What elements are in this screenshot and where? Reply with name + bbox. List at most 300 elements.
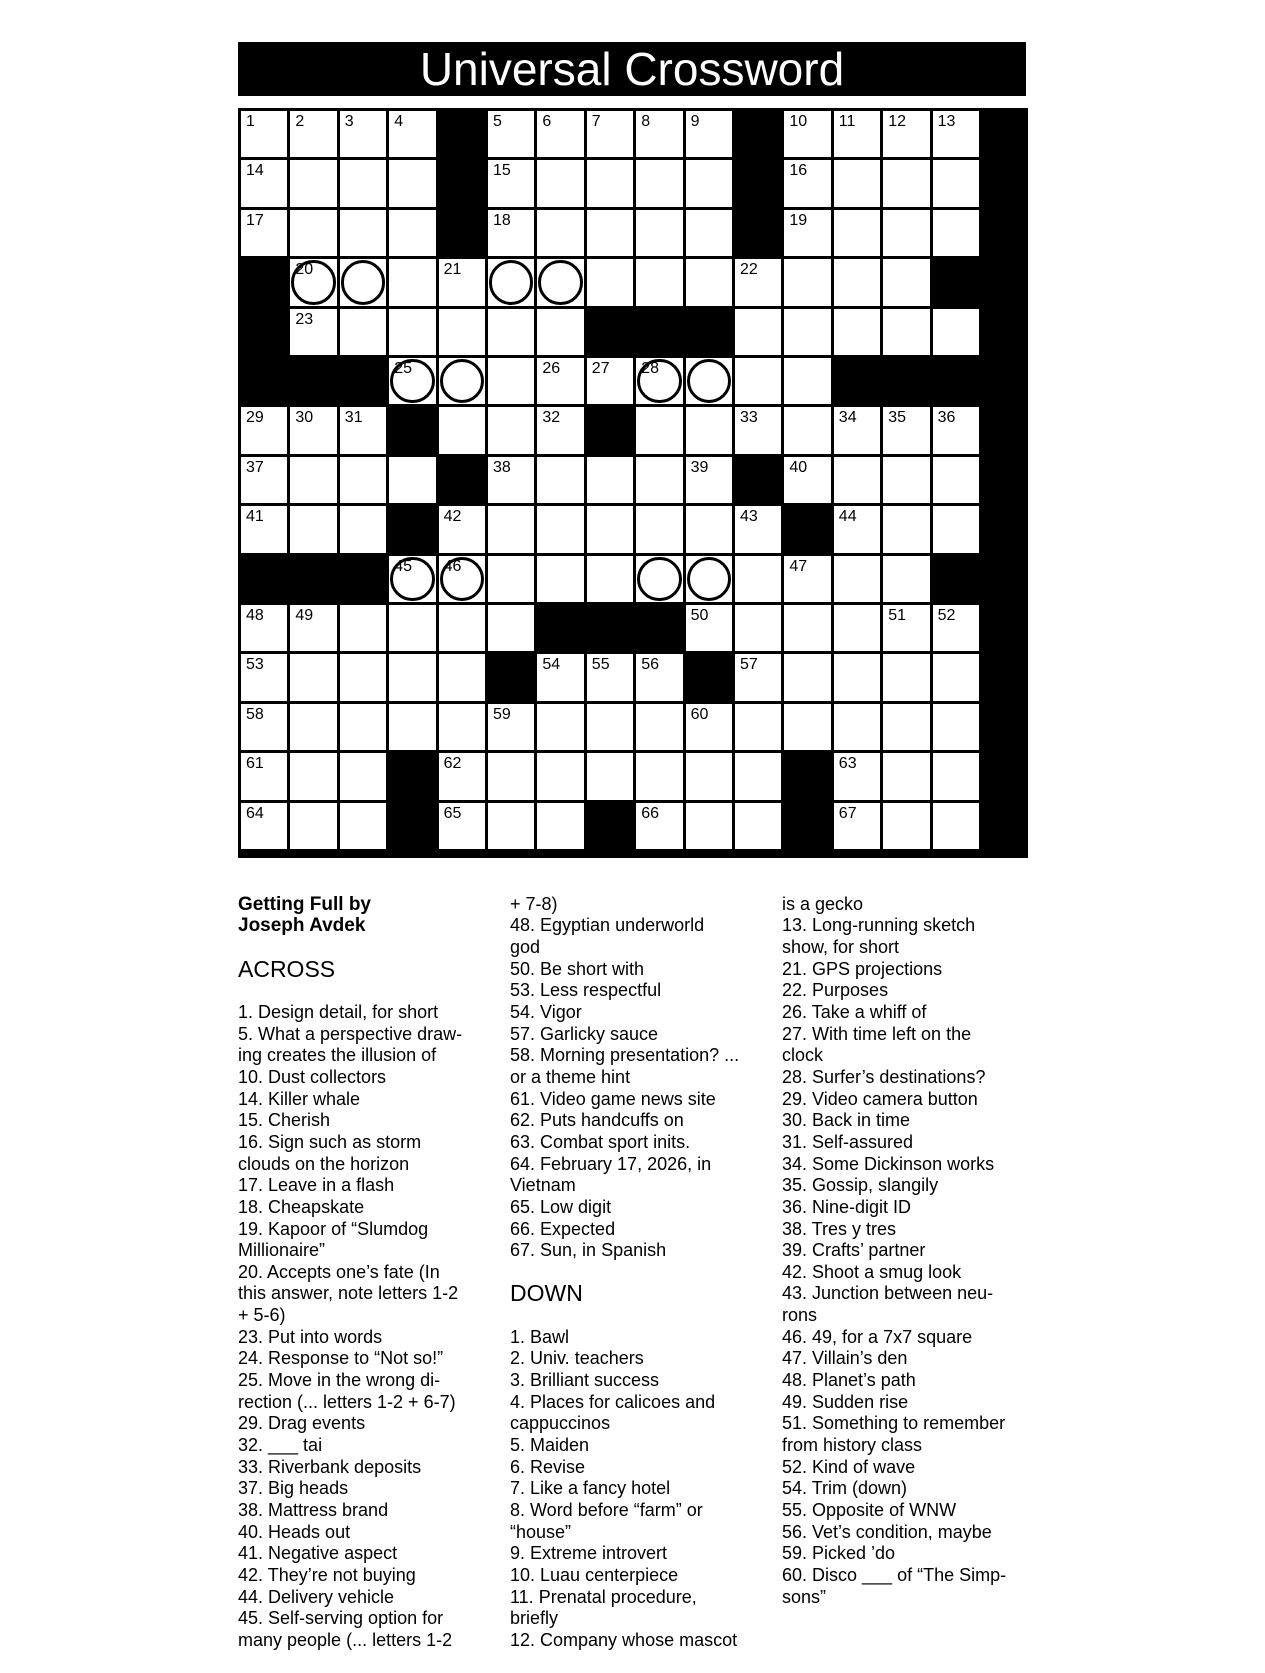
grid-cell[interactable]: [537, 704, 583, 750]
grid-cell[interactable]: [340, 210, 386, 256]
grid-cell[interactable]: [883, 753, 929, 799]
grid-cell[interactable]: [488, 704, 534, 750]
grid-cell[interactable]: [389, 358, 435, 404]
grid-cell[interactable]: [834, 605, 880, 651]
down-clue: 34. Some Dickinson works: [782, 1153, 995, 1174]
grid-block: [587, 309, 636, 358]
grid-cell[interactable]: [241, 111, 287, 157]
grid-cell[interactable]: [883, 160, 929, 206]
down-clue: 21. GPS projections: [782, 958, 943, 979]
grid-cell[interactable]: [587, 506, 633, 552]
grid-cell[interactable]: [883, 556, 929, 602]
grid-cell[interactable]: [587, 457, 633, 503]
grid-cell[interactable]: [784, 654, 830, 700]
across-clue: 18. Cheapskate: [238, 1196, 365, 1217]
grid-cell[interactable]: [340, 803, 386, 849]
clue-number: 50: [690, 607, 709, 624]
across-clue: 42. They’re not buying: [238, 1565, 416, 1585]
grid-cell[interactable]: [883, 259, 929, 305]
grid-cell[interactable]: [587, 210, 633, 256]
down-clue: 51. Something to remember from history class: [782, 1413, 1006, 1456]
clue-number: 57: [740, 656, 758, 674]
clue-number: 30: [295, 409, 314, 427]
grid-cell[interactable]: [340, 407, 386, 453]
grid-block: [340, 556, 389, 605]
grid-cell[interactable]: [834, 753, 880, 799]
across-clue: + 7-8): [510, 893, 558, 914]
across-clue: 64. February 17, 2026, in Vietnam: [510, 1153, 712, 1196]
clue-number: 47: [789, 557, 808, 575]
grid-cell[interactable]: [834, 704, 880, 750]
clue-number: 40: [789, 458, 808, 476]
clue-number: 61: [246, 755, 264, 773]
grid-cell[interactable]: [488, 407, 534, 453]
grid-cell[interactable]: [587, 358, 633, 404]
across-clue: 53. Less respectful: [510, 980, 662, 1001]
grid-cell[interactable]: [241, 506, 287, 552]
grid-cell[interactable]: [686, 457, 732, 503]
grid-cell[interactable]: [883, 704, 929, 750]
grid-cell[interactable]: [686, 753, 732, 799]
grid-cell[interactable]: [834, 556, 880, 602]
grid-block: [389, 407, 438, 456]
clue-number: 29: [246, 409, 264, 427]
grid-cell[interactable]: [537, 457, 583, 503]
grid-cell[interactable]: [587, 654, 633, 700]
across-clue: 61. Video game news site: [510, 1088, 716, 1109]
across-clue: 23. Put into words: [238, 1326, 383, 1347]
grid-cell[interactable]: [389, 259, 435, 305]
grid-cell[interactable]: [488, 457, 534, 503]
across-clue: 16. Sign such as storm clouds on the horizon: [238, 1131, 422, 1174]
grid-cell[interactable]: [488, 160, 534, 206]
grid-cell[interactable]: [241, 803, 287, 849]
across-clue: 65. Low digit: [510, 1196, 612, 1217]
grid-cell[interactable]: [290, 160, 336, 206]
down-clue: 43. Junction between neu- rons: [782, 1283, 994, 1326]
grid-cell[interactable]: [439, 556, 485, 602]
grid-cell[interactable]: [587, 259, 633, 305]
grid-block: [587, 803, 636, 852]
down-clue: 1. Bawl: [510, 1326, 570, 1347]
grid-cell[interactable]: [933, 654, 979, 700]
grid-cell[interactable]: [439, 704, 485, 750]
grid-cell[interactable]: [883, 309, 929, 355]
across-clue: 40. Heads out: [238, 1521, 351, 1542]
across-clue-list: [238, 1002, 488, 1652]
grid-cell[interactable]: [735, 358, 781, 404]
across-clue: 57. Garlicky sauce: [510, 1023, 659, 1044]
grid-cell[interactable]: [439, 358, 485, 404]
clue-number: 65: [443, 804, 462, 822]
grid-cell[interactable]: [933, 457, 979, 503]
down-clue: 54. Trim (down): [782, 1478, 908, 1499]
grid-cell[interactable]: [439, 753, 485, 799]
grid-cell[interactable]: [636, 556, 682, 602]
grid-cell[interactable]: [290, 803, 336, 849]
grid-cell[interactable]: [686, 407, 732, 453]
grid-cell[interactable]: [241, 407, 287, 453]
across-clue-list-continued: [510, 894, 770, 1262]
grid-cell[interactable]: [241, 457, 287, 503]
grid-cell[interactable]: [784, 457, 830, 503]
grid-cell[interactable]: [241, 210, 287, 256]
across-clue: 67. Sun, in Spanish: [510, 1240, 667, 1261]
grid-cell[interactable]: [686, 358, 732, 404]
grid-block: [439, 111, 488, 160]
grid-cell[interactable]: [784, 210, 830, 256]
grid-cell[interactable]: [389, 704, 435, 750]
grid-cell[interactable]: [686, 605, 732, 651]
grid-cell[interactable]: [784, 407, 830, 453]
grid-cell[interactable]: [686, 259, 732, 305]
grid-cell[interactable]: [735, 506, 781, 552]
grid-block: [933, 556, 982, 605]
grid-cell[interactable]: [735, 407, 781, 453]
grid-cell[interactable]: [636, 160, 682, 206]
clue-number: 31: [344, 409, 363, 427]
grid-cell[interactable]: [686, 506, 732, 552]
grid-cell[interactable]: [636, 654, 682, 700]
grid-block: [883, 358, 932, 407]
grid-cell[interactable]: [488, 358, 534, 404]
grid-cell[interactable]: [340, 605, 386, 651]
grid-cell[interactable]: [735, 259, 781, 305]
grid-cell[interactable]: [883, 407, 929, 453]
across-clue: 10. Dust collectors: [238, 1066, 387, 1087]
grid-cell[interactable]: [389, 111, 435, 157]
grid-cell[interactable]: [834, 210, 880, 256]
grid-cell[interactable]: [537, 160, 583, 206]
grid-cell[interactable]: [933, 506, 979, 552]
grid-cell[interactable]: [241, 160, 287, 206]
grid-cell[interactable]: [439, 803, 485, 849]
grid-cell[interactable]: [686, 210, 732, 256]
grid-cell[interactable]: [290, 259, 336, 305]
grid-cell[interactable]: [834, 259, 880, 305]
grid-block: [636, 605, 685, 654]
grid-cell[interactable]: [241, 654, 287, 700]
grid-cell[interactable]: [389, 556, 435, 602]
clue-number: 2: [295, 113, 305, 130]
grid-cell[interactable]: [290, 704, 336, 750]
down-clue: 42. Shoot a smug look: [782, 1261, 962, 1282]
grid-cell[interactable]: [340, 654, 386, 700]
grid-cell[interactable]: [933, 160, 979, 206]
across-clue: 24. Response to “Not so!”: [238, 1348, 444, 1369]
clue-number: 6: [542, 113, 552, 130]
grid-cell[interactable]: [735, 605, 781, 651]
grid-cell[interactable]: [784, 358, 830, 404]
clue-number: 4: [394, 113, 404, 130]
grid-cell[interactable]: [784, 160, 830, 206]
grid-cell[interactable]: [735, 556, 781, 602]
grid-cell[interactable]: [587, 160, 633, 206]
down-clue: 31. Self-assured: [782, 1131, 914, 1152]
grid-block: [933, 358, 982, 407]
grid-cell[interactable]: [439, 259, 485, 305]
grid-cell[interactable]: [636, 753, 682, 799]
grid-cell[interactable]: [537, 358, 583, 404]
across-clue: 63. Combat sport inits.: [510, 1131, 691, 1152]
grid-cell[interactable]: [290, 506, 336, 552]
across-clue: 29. Drag events: [238, 1413, 366, 1434]
grid-cell[interactable]: [636, 210, 682, 256]
grid-block: [784, 803, 833, 852]
grid-cell[interactable]: [537, 210, 583, 256]
grid-block: [389, 753, 438, 802]
grid-cell[interactable]: [883, 654, 929, 700]
grid-cell[interactable]: [537, 506, 583, 552]
across-clue: 5. What a perspective draw- ing creates the illusion of: [238, 1023, 463, 1066]
down-clue: 6. Revise: [510, 1456, 586, 1477]
across-clue: 37. Big heads: [238, 1478, 349, 1499]
grid-block: [784, 753, 833, 802]
grid-cell[interactable]: [784, 111, 830, 157]
grid-block: [686, 309, 735, 358]
across-clue: 1. Design detail, for short: [238, 1001, 439, 1022]
circle-marker: [440, 359, 484, 403]
grid-cell[interactable]: [686, 160, 732, 206]
grid-cell[interactable]: [389, 457, 435, 503]
grid-block: [241, 309, 290, 358]
grid-cell[interactable]: [290, 210, 336, 256]
down-clue: 27. With time left on the clock: [782, 1023, 972, 1066]
grid-cell[interactable]: [439, 605, 485, 651]
clue-number: 54: [542, 656, 561, 674]
grid-cell[interactable]: [686, 556, 732, 602]
grid-cell[interactable]: [735, 704, 781, 750]
grid-cell[interactable]: [587, 753, 633, 799]
grid-cell[interactable]: [883, 457, 929, 503]
across-clue: 15. Cherish: [238, 1110, 331, 1131]
grid-cell[interactable]: [537, 407, 583, 453]
circle-marker: [341, 260, 385, 304]
across-clue: 14. Killer whale: [238, 1088, 361, 1109]
grid-cell[interactable]: [834, 160, 880, 206]
grid-block: [389, 803, 438, 852]
down-clue: 2. Univ. teachers: [510, 1348, 644, 1369]
grid-cell[interactable]: [439, 309, 485, 355]
clue-number: 27: [591, 360, 610, 377]
grid-cell[interactable]: [241, 605, 287, 651]
grid-cell[interactable]: [834, 407, 880, 453]
clue-number: 11: [838, 113, 856, 130]
grid-cell[interactable]: [290, 457, 336, 503]
grid-cell[interactable]: [587, 704, 633, 750]
grid-cell[interactable]: [389, 210, 435, 256]
down-clue: 13. Long-running sketch show, for short: [782, 915, 976, 957]
down-clue: 38. Tres y tres: [782, 1218, 897, 1239]
grid-cell[interactable]: [537, 111, 583, 157]
across-clue: 58. Morning presentation? ... or a theme hint: [510, 1045, 740, 1087]
clue-number: 56: [641, 656, 659, 674]
grid-cell[interactable]: [340, 259, 386, 305]
grid-cell[interactable]: [537, 556, 583, 602]
down-clue: is a gecko: [782, 893, 864, 914]
grid-cell[interactable]: [389, 309, 435, 355]
clue-number: 63: [838, 755, 857, 773]
grid-cell[interactable]: [389, 605, 435, 651]
grid-block: [735, 111, 784, 160]
grid-cell[interactable]: [290, 111, 336, 157]
grid-cell[interactable]: [933, 753, 979, 799]
crossword-grid: [238, 108, 1028, 858]
clue-number: 52: [937, 607, 956, 624]
grid-cell[interactable]: [686, 803, 732, 849]
grid-cell[interactable]: [735, 654, 781, 700]
grid-cell[interactable]: [537, 753, 583, 799]
clue-number: 51: [888, 607, 906, 624]
grid-cell[interactable]: [439, 407, 485, 453]
grid-cell[interactable]: [636, 407, 682, 453]
down-clue: 9. Extreme introvert: [510, 1543, 668, 1564]
grid-cell[interactable]: [933, 605, 979, 651]
grid-cell[interactable]: [735, 309, 781, 355]
grid-cell[interactable]: [439, 654, 485, 700]
down-clue: 48. Planet’s path: [782, 1370, 916, 1391]
grid-cell[interactable]: [883, 803, 929, 849]
grid-cell[interactable]: [933, 704, 979, 750]
grid-cell[interactable]: [340, 111, 386, 157]
grid-cell[interactable]: [636, 704, 682, 750]
grid-cell[interactable]: [290, 605, 336, 651]
down-clue: 26. Take a whiff of: [782, 1001, 927, 1022]
grid-cell[interactable]: [784, 704, 830, 750]
grid-cell[interactable]: [636, 506, 682, 552]
grid-block: [290, 358, 339, 407]
grid-cell[interactable]: [537, 309, 583, 355]
clue-number: 58: [246, 705, 264, 723]
grid-cell[interactable]: [389, 160, 435, 206]
grid-cell[interactable]: [439, 506, 485, 552]
grid-cell[interactable]: [636, 457, 682, 503]
grid-cell[interactable]: [735, 753, 781, 799]
grid-cell[interactable]: [834, 457, 880, 503]
grid-cell[interactable]: [488, 803, 534, 849]
grid-cell[interactable]: [340, 309, 386, 355]
grid-cell[interactable]: [537, 654, 583, 700]
clue-number: 26: [542, 360, 561, 377]
grid-cell[interactable]: [883, 111, 929, 157]
grid-cell[interactable]: [488, 556, 534, 602]
down-clue: 4. Places for calicoes and cappuccinos: [510, 1391, 716, 1434]
grid-cell[interactable]: [933, 407, 979, 453]
grid-cell[interactable]: [636, 803, 682, 849]
grid-cell[interactable]: [340, 506, 386, 552]
grid-cell[interactable]: [735, 803, 781, 849]
grid-block: [784, 506, 833, 555]
clue-number: 14: [246, 162, 264, 180]
grid-cell[interactable]: [834, 654, 880, 700]
grid-block: [241, 556, 290, 605]
down-clue: 3. Brilliant success: [510, 1370, 660, 1391]
grid-cell[interactable]: [883, 210, 929, 256]
grid-cell[interactable]: [488, 506, 534, 552]
puzzle-title: Universal Crossword: [238, 42, 1026, 96]
grid-cell[interactable]: [241, 704, 287, 750]
grid-cell[interactable]: [784, 556, 830, 602]
down-clue: 39. Crafts’ partner: [782, 1240, 926, 1261]
grid-cell[interactable]: [488, 111, 534, 157]
clue-number: 46: [443, 557, 462, 575]
grid-cell[interactable]: [686, 704, 732, 750]
grid-cell[interactable]: [488, 210, 534, 256]
grid-cell[interactable]: [241, 753, 287, 799]
across-heading: ACROSS: [238, 955, 336, 982]
clue-number: 62: [443, 755, 462, 773]
grid-block: [439, 210, 488, 259]
grid-cell[interactable]: [784, 259, 830, 305]
grid-cell[interactable]: [587, 111, 633, 157]
grid-cell[interactable]: [340, 753, 386, 799]
grid-cell[interactable]: [537, 803, 583, 849]
grid-cell[interactable]: [883, 506, 929, 552]
grid-cell[interactable]: [636, 111, 682, 157]
across-clue: 44. Delivery vehicle: [238, 1586, 395, 1607]
down-clue-list-continued: [782, 894, 1052, 1609]
grid-cell[interactable]: [587, 556, 633, 602]
grid-cell[interactable]: [784, 605, 830, 651]
down-clue-list: [510, 1327, 770, 1652]
grid-cell[interactable]: [340, 160, 386, 206]
grid-cell[interactable]: [933, 803, 979, 849]
across-clue: 66. Expected: [510, 1218, 616, 1239]
down-clue: 47. Villain’s den: [782, 1348, 908, 1369]
grid-block: [389, 506, 438, 555]
clue-number: 43: [740, 508, 758, 526]
clue-number: 23: [295, 310, 314, 328]
grid-cell[interactable]: [686, 111, 732, 157]
grid-cell[interactable]: [340, 457, 386, 503]
grid-cell[interactable]: [834, 803, 880, 849]
grid-cell[interactable]: [636, 259, 682, 305]
grid-cell[interactable]: [290, 654, 336, 700]
clue-number: 39: [690, 458, 709, 476]
clue-number: 59: [493, 705, 511, 723]
grid-cell[interactable]: [488, 259, 534, 305]
clue-number: 53: [246, 656, 264, 674]
grid-cell[interactable]: [883, 605, 929, 651]
circle-marker: [489, 260, 533, 304]
grid-cell[interactable]: [488, 309, 534, 355]
grid-cell[interactable]: [290, 407, 336, 453]
grid-cell[interactable]: [488, 605, 534, 651]
grid-cell[interactable]: [537, 259, 583, 305]
clue-column-1: [238, 872, 488, 1673]
clue-number: 25: [394, 360, 412, 377]
grid-cell[interactable]: [834, 309, 880, 355]
grid-cell[interactable]: [834, 111, 880, 157]
clue-number: 17: [246, 211, 264, 229]
down-clue: 29. Video camera button: [782, 1088, 978, 1109]
grid-cell[interactable]: [933, 309, 979, 355]
grid-cell[interactable]: [389, 654, 435, 700]
grid-cell[interactable]: [290, 309, 336, 355]
grid-cell[interactable]: [933, 210, 979, 256]
grid-cell[interactable]: [488, 753, 534, 799]
grid-cell[interactable]: [933, 111, 979, 157]
grid-cell[interactable]: [834, 506, 880, 552]
grid-cell[interactable]: [784, 309, 830, 355]
clue-number: 21: [443, 261, 462, 279]
clue-number: 41: [246, 508, 264, 526]
grid-block: [241, 358, 290, 407]
grid-cell[interactable]: [636, 358, 682, 404]
grid-cell[interactable]: [290, 753, 336, 799]
across-clue: 19. Kapoor of “Slumdog Millionaire”: [238, 1218, 429, 1261]
grid-cell[interactable]: [340, 704, 386, 750]
